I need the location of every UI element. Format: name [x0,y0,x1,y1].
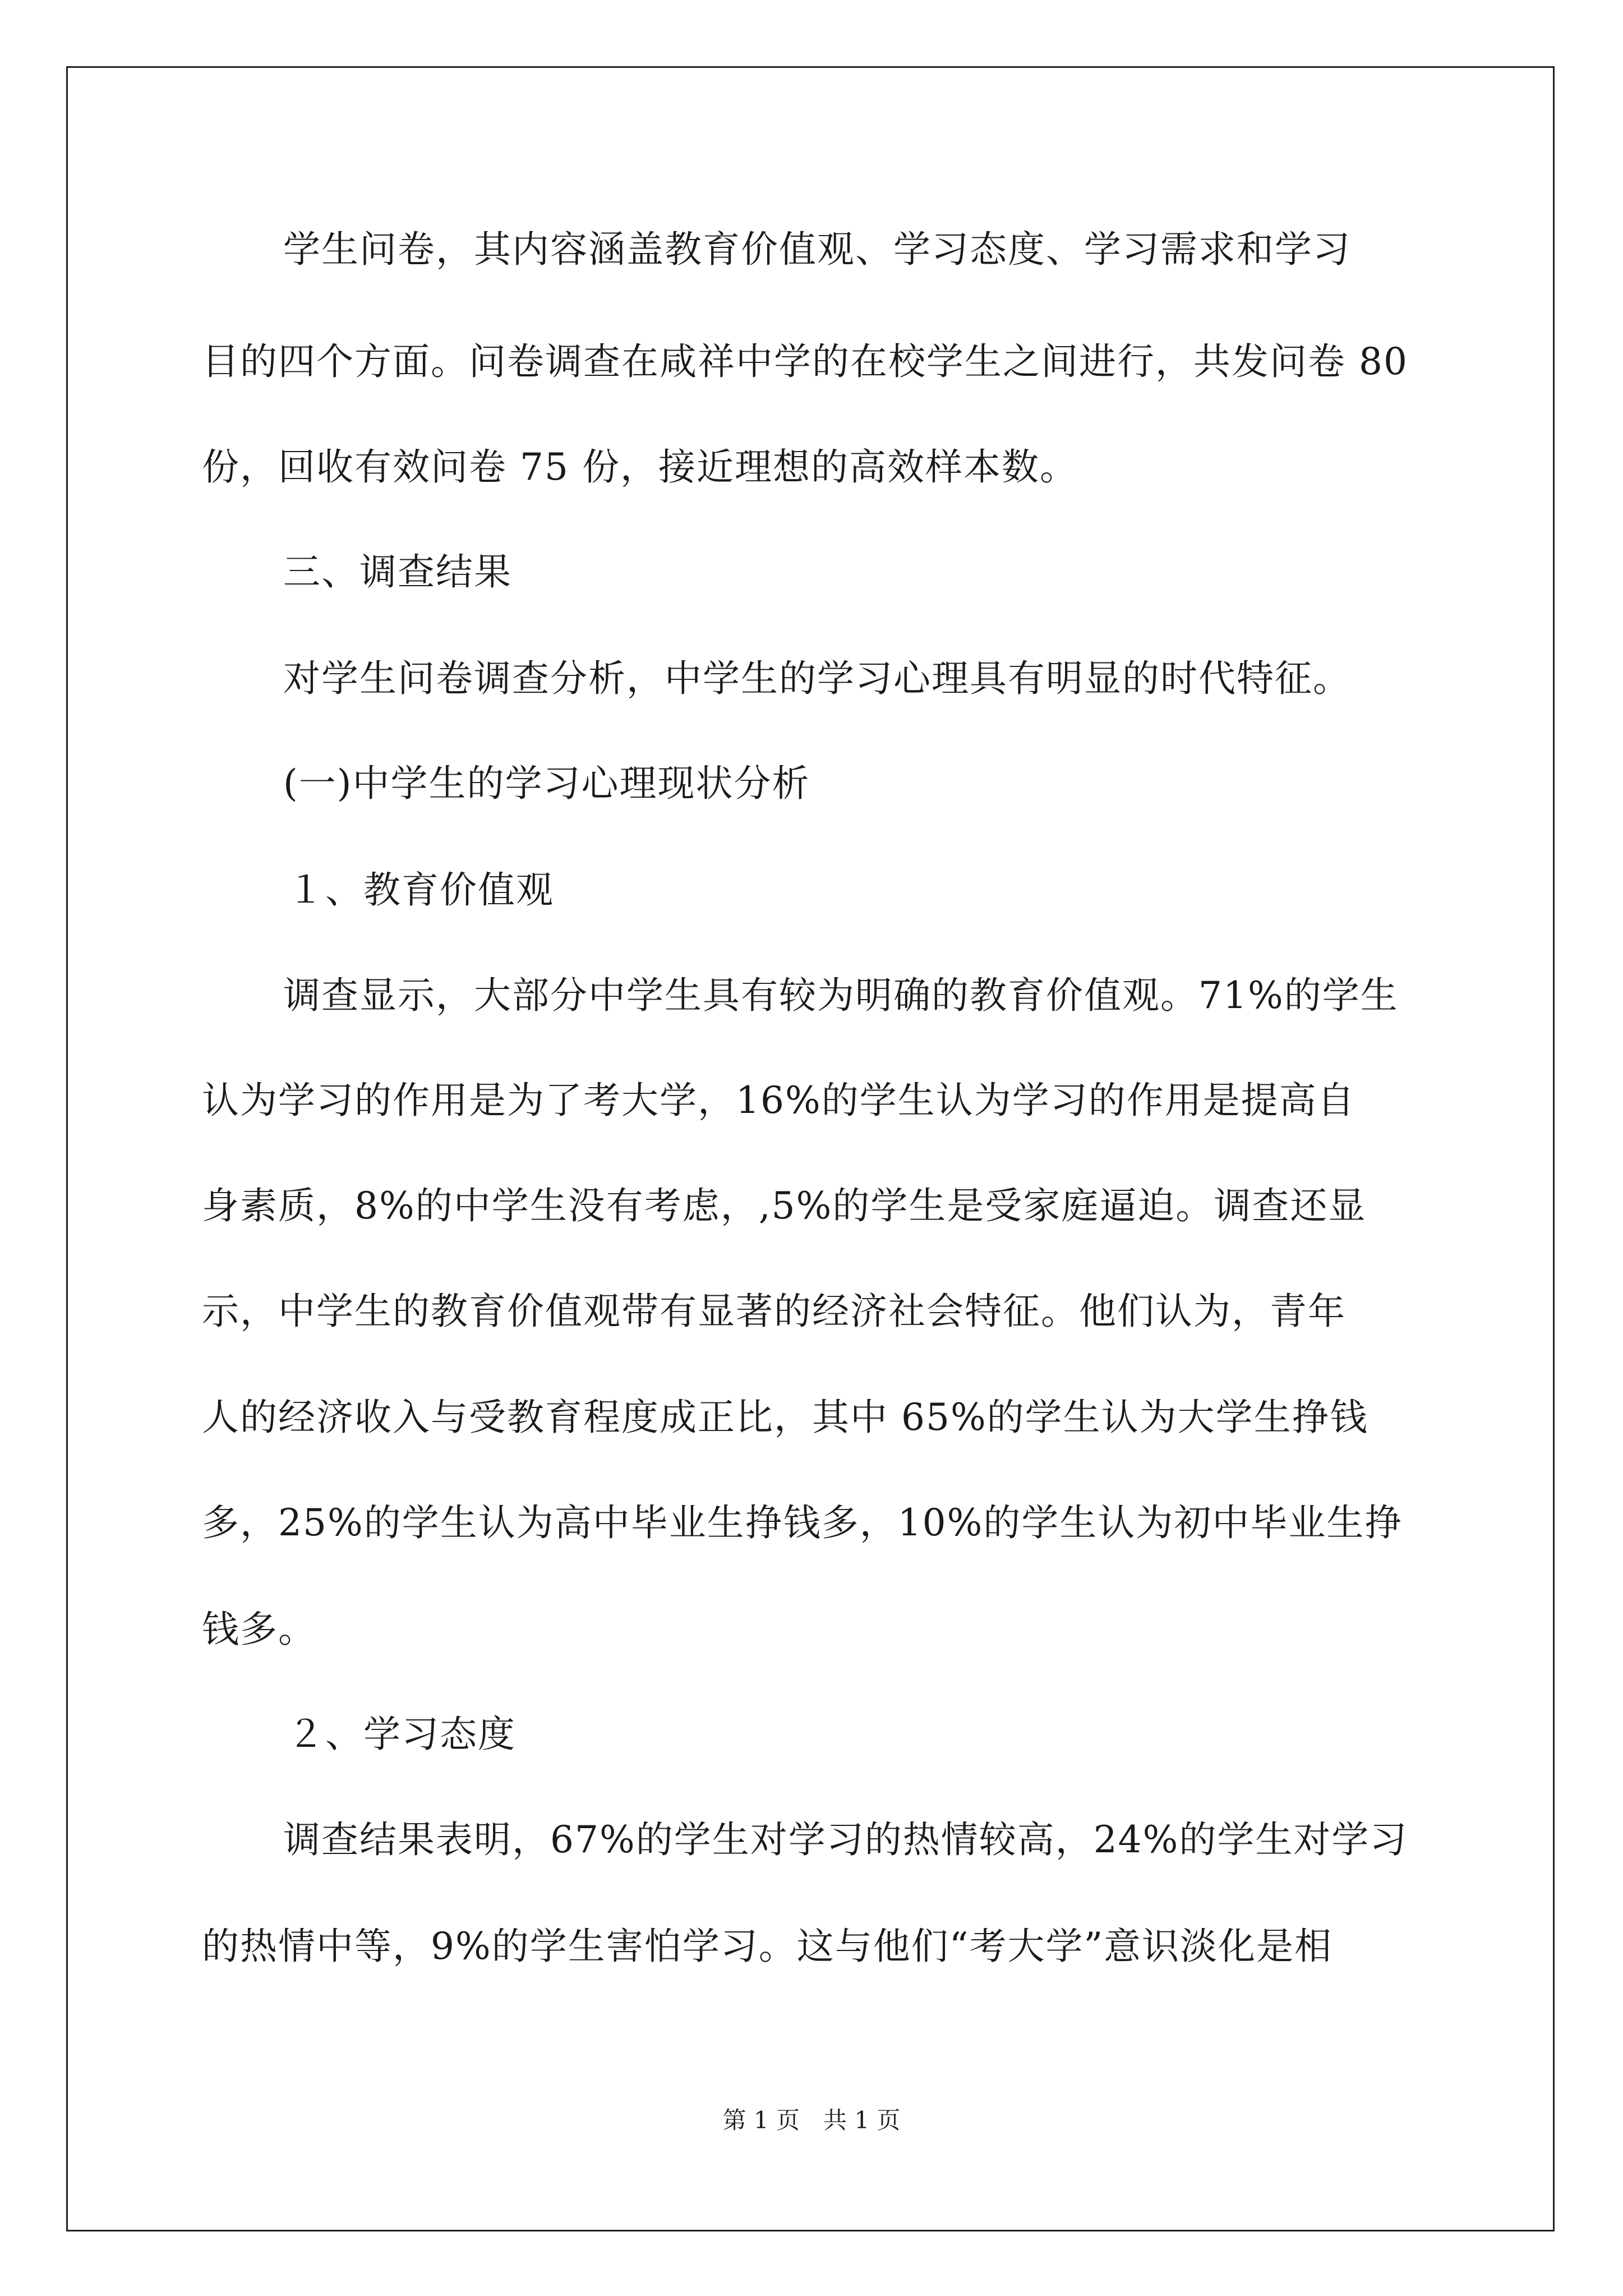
section-heading: 三、调查结果 [283,550,512,593]
paragraph-line: 多，25%的学生认为高中毕业生挣钱多，10%的学生认为初中毕业生挣 [202,1501,1403,1544]
paragraph-line: 的热情中等，9%的学生害怕学习。这与他们“考大学”意识淡化是相 [202,1925,1333,1968]
paragraph-line: 对学生问卷调查分析，中学生的学习心理具有明显的时代特征。 [283,657,1351,700]
paragraph-line: 人的经济收入与受教育程度成正比，其中 65%的学生认为大学生挣钱 [202,1396,1368,1439]
paragraph-line: 示，中学生的教育价值观带有显著的经济社会特征。他们认为，青年 [202,1290,1346,1333]
subsection-heading: ２、学习态度 [287,1713,516,1756]
subsection-heading: １、教育价值观 [287,868,554,912]
paragraph-line: 调查显示，大部分中学生具有较为明确的教育价值观。71%的学生 [283,974,1399,1017]
paragraph-line: 认为学习的作用是为了考大学，16%的学生认为学习的作用是提高自 [202,1079,1355,1122]
page-footer: 第 1 页 共 1 页 [722,2106,901,2134]
paragraph-line: 钱多。 [202,1608,316,1651]
paragraph-line: 份，回收有效问卷 75 份，接近理想的高效样本数。 [202,445,1078,489]
paragraph-line: 调查结果表明，67%的学生对学习的热情较高，24%的学生对学习 [283,1818,1408,1861]
paragraph-line: 学生问卷，其内容涵盖教育价值观、学习态度、学习需求和学习 [283,228,1351,271]
paragraph-line: 身素质，8%的中学生没有考虑，,5%的学生是受家庭逼迫。调查还显 [202,1184,1367,1227]
page-border [66,66,1555,2231]
subsection-heading: (一)中学生的学习心理现状分析 [283,762,810,805]
paragraph-line: 目的四个方面。问卷调查在咸祥中学的在校学生之间进行，共发问卷 80 [202,340,1408,383]
